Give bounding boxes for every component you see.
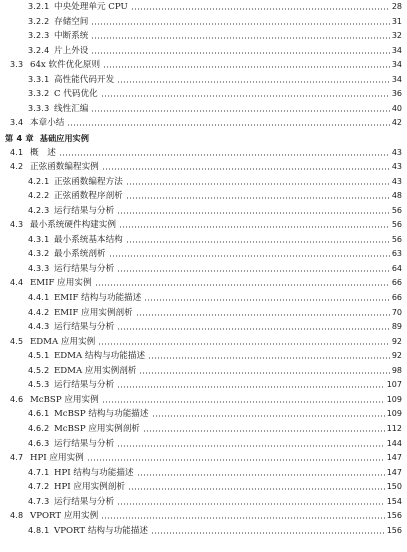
toc-page-number: 56	[391, 234, 402, 244]
toc-page-number: 156	[386, 511, 402, 521]
toc-page-number: 109	[386, 409, 402, 419]
toc-subsection-entry[interactable]	[28, 248, 402, 260]
toc-entry-number: 4.7.1	[28, 467, 50, 477]
toc-leader-dots	[91, 23, 389, 25]
toc-leader-dots	[136, 314, 390, 316]
toc-entry-number: 4.3.1	[28, 234, 50, 244]
toc-leader-dots	[87, 459, 385, 461]
toc-entry-title: 正弦函数程序剖析	[54, 191, 123, 202]
toc-leader-dots	[101, 95, 390, 97]
toc-entry-number: 4.6	[10, 394, 24, 404]
toc-page-number: 56	[391, 220, 402, 230]
toc-page-number: 64	[391, 263, 402, 273]
toc-page-number: 98	[391, 365, 402, 375]
toc-leader-dots	[117, 270, 390, 272]
toc-entry-number: 3.3.3	[28, 103, 50, 113]
toc-section-entry[interactable]	[10, 147, 402, 159]
toc-page-number: 107	[386, 380, 402, 390]
toc-leader-dots	[67, 124, 389, 126]
toc-subsection-entry[interactable]	[28, 16, 402, 28]
toc-entry-title: EMIF 结构与功能描述	[54, 293, 142, 303]
toc-page-number: 43	[391, 176, 402, 186]
toc-leader-dots	[91, 52, 389, 54]
toc-subsection-entry[interactable]	[28, 45, 402, 57]
toc-leader-dots	[148, 357, 390, 359]
toc-entry-title: 运行结果与分析	[54, 496, 115, 507]
toc-page-number: 34	[391, 74, 402, 84]
toc-page-number: 32	[391, 31, 402, 41]
toc-entry-title: 64x 软件优化原则	[30, 60, 101, 71]
toc-entry-title: 正弦函数编程方法	[54, 176, 123, 187]
toc-subsection-entry[interactable]	[28, 525, 402, 537]
toc-entry-title: 线性汇编	[54, 103, 89, 114]
toc-entry-number: 4.7.3	[28, 496, 50, 506]
toc-entry-title: VPORT 应用实例	[30, 511, 99, 522]
toc-leader-dots	[137, 474, 385, 476]
toc-subsection-entry[interactable]	[28, 408, 402, 420]
toc-entry-title: 最小系统硬件构建实例	[30, 220, 116, 231]
toc-subsection-entry[interactable]	[28, 496, 402, 508]
toc-entry-number: 4.5.3	[28, 380, 50, 390]
toc-leader-dots	[152, 415, 385, 417]
toc-entry-number: 4.4	[10, 278, 24, 288]
toc-leader-dots	[126, 241, 390, 243]
toc-subsection-entry[interactable]	[28, 88, 402, 100]
toc-subsection-entry[interactable]	[28, 176, 402, 188]
toc-page-number: 42	[391, 118, 402, 128]
toc-page-number: 144	[386, 438, 402, 448]
toc-entry-title: VPORT 结构与功能描述	[54, 525, 148, 536]
toc-subsection-entry[interactable]	[28, 74, 402, 86]
toc-section-entry[interactable]	[10, 394, 402, 406]
toc-section-entry[interactable]	[10, 161, 402, 173]
toc-leader-dots	[98, 343, 390, 345]
toc-entry-number: 3.4	[10, 118, 24, 128]
toc-entry-number: 4.2.3	[28, 205, 50, 215]
toc-entry-number: 4.2.2	[28, 191, 50, 201]
toc-page-number: 34	[391, 45, 402, 55]
toc-leader-dots	[126, 183, 390, 185]
toc-leader-dots	[95, 284, 390, 286]
toc-entry-title: 高性能代码开发	[54, 74, 115, 85]
toc-section-entry[interactable]	[10, 510, 402, 522]
toc-chapter-heading[interactable]	[5, 132, 402, 144]
toc-section-entry[interactable]	[10, 277, 402, 289]
toc-page-number: 48	[391, 191, 402, 201]
toc-leader-dots	[119, 226, 390, 228]
toc-entry-number: 4.4.3	[28, 322, 50, 332]
toc-entry-title: 存储空间	[54, 16, 89, 27]
toc-subsection-entry[interactable]	[28, 234, 402, 246]
toc-subsection-entry[interactable]	[28, 321, 402, 333]
toc-entry-title: 片上外设	[54, 45, 89, 56]
toc-leader-dots	[117, 328, 390, 330]
toc-page-number: 43	[391, 147, 402, 157]
toc-entry-title: 运行结果与分析	[54, 380, 115, 391]
toc-entry-number: 3.2.3	[28, 31, 50, 41]
toc-subsection-entry[interactable]	[28, 190, 402, 202]
toc-entry-number: 3.2.2	[28, 16, 50, 26]
toc-leader-dots	[126, 197, 390, 199]
toc-page-number: 31	[391, 16, 402, 26]
toc-entry-title: 中央处理单元 CPU	[54, 2, 128, 12]
toc-entry-title: HPI 应用实例	[30, 453, 84, 464]
toc-entry-number: 4.1	[10, 147, 24, 157]
toc-page-number: 89	[391, 322, 402, 332]
toc-entry-number: 第 4 章	[5, 132, 34, 143]
toc-page-number: 156	[386, 525, 402, 535]
toc-leader-dots	[59, 154, 390, 156]
toc-subsection-entry[interactable]	[28, 481, 402, 493]
toc-entry-title: 最小系统剖析	[54, 249, 106, 260]
toc-subsection-entry[interactable]	[28, 263, 402, 275]
toc-subsection-entry[interactable]	[28, 379, 402, 391]
toc-entry-number: 3.2.1	[28, 2, 50, 11]
toc-entry-number: 4.6.3	[28, 438, 50, 448]
toc-entry-number: 3.3.2	[28, 89, 50, 99]
toc-entry-number: 4.3.3	[28, 263, 50, 273]
toc-subsection-entry[interactable]	[28, 467, 402, 479]
toc-subsection-entry[interactable]	[28, 1, 402, 13]
toc-subsection-entry[interactable]	[28, 350, 402, 362]
toc-entry-number: 4.8.1	[28, 525, 50, 535]
toc-entry-title: McBSP 结构与功能描述	[54, 409, 149, 420]
toc-page-number: 56	[391, 205, 402, 215]
toc-section-entry[interactable]	[10, 452, 402, 464]
toc-subsection-entry[interactable]	[28, 205, 402, 217]
toc-entry-number: 4.5.1	[28, 351, 50, 361]
toc-entry-number: 4.4.2	[28, 307, 50, 317]
toc-entry-number: 4.6.2	[28, 423, 50, 433]
toc-leader-dots	[102, 401, 385, 403]
toc-entry-number: 4.5.2	[28, 365, 50, 375]
toc-entry-title: 正弦函数编程实例	[30, 162, 99, 173]
toc-entry-number: 4.2.1	[28, 176, 50, 186]
toc-entry-title: C 代码优化	[54, 89, 98, 100]
toc-entry-title: HPI 应用实例剖析	[54, 482, 125, 493]
toc-entry-title: EDMA 结构与功能描述	[54, 351, 146, 362]
toc-page-number: 28	[391, 2, 402, 11]
toc-page-number: 147	[386, 453, 402, 463]
toc-entry-title: HPI 结构与功能描述	[54, 467, 134, 478]
toc-leader-dots	[117, 386, 385, 388]
toc-leader-dots	[102, 168, 390, 170]
toc-entry-title: 基础应用实例	[39, 132, 89, 143]
toc-entry-number: 4.7	[10, 453, 24, 463]
toc-subsection-entry[interactable]	[28, 103, 402, 115]
toc-entry-number: 4.4.1	[28, 293, 50, 302]
toc-page-number: 40	[391, 103, 402, 113]
toc-leader-dots	[109, 255, 390, 257]
toc-entry-title: 运行结果与分析	[54, 438, 115, 449]
toc-entry-title: 运行结果与分析	[54, 205, 115, 216]
toc-page-number: 147	[386, 467, 402, 477]
toc-page-number: 36	[391, 89, 402, 99]
toc-entry-title: EMIF 应用实例	[30, 278, 92, 289]
toc-leader-dots	[103, 66, 390, 68]
toc-subsection-entry[interactable]	[28, 30, 402, 42]
toc-entry-number: 4.7.2	[28, 482, 50, 492]
toc-subsection-entry[interactable]	[28, 423, 402, 435]
toc-entry-title: 运行结果与分析	[54, 322, 115, 333]
toc-leader-dots	[101, 517, 385, 519]
toc-section-entry[interactable]	[10, 336, 402, 348]
toc-entry-title: EDMA 应用实例	[30, 336, 96, 347]
toc-page-number: 92	[391, 336, 402, 346]
toc-page-number: 109	[386, 394, 402, 404]
toc-page-number: 66	[391, 278, 402, 288]
toc-page-number: 34	[391, 60, 402, 70]
toc-page-number: 154	[386, 496, 402, 506]
toc-subsection-entry[interactable]	[28, 307, 402, 319]
toc-leader-dots	[143, 430, 385, 432]
toc-leader-dots	[131, 8, 390, 10]
toc-leader-dots	[139, 372, 389, 374]
toc-entry-title: 最小系统基本结构	[54, 234, 123, 245]
toc-page-number: 92	[391, 351, 402, 361]
toc-subsection-entry[interactable]	[28, 365, 402, 377]
toc-leader-dots	[91, 37, 389, 39]
toc-page-number: 63	[391, 249, 402, 259]
toc-leader-dots	[144, 299, 389, 301]
toc-entry-number: 4.2	[10, 162, 24, 172]
toc-entry-title: 本章小结	[30, 118, 65, 129]
toc-page-number: 43	[391, 162, 402, 172]
toc-page-number: 66	[391, 293, 402, 302]
toc-section-entry[interactable]	[10, 219, 402, 231]
toc-entry-number: 4.3.2	[28, 249, 50, 259]
toc-entry-number: 3.3.1	[28, 74, 50, 84]
toc-entry-number: 3.2.4	[28, 45, 50, 55]
toc-entry-number: 3.3	[10, 60, 24, 70]
toc-page-number: 112	[386, 423, 402, 433]
toc-entry-title: EDMA 应用实例剖析	[54, 365, 137, 376]
toc-entry-title: 中断系统	[54, 31, 89, 42]
toc-entry-number: 4.5	[10, 336, 24, 346]
toc-entry-title: 运行结果与分析	[54, 263, 115, 274]
toc-page-number: 150	[386, 482, 402, 492]
toc-section-entry[interactable]	[10, 117, 402, 129]
toc-leader-dots	[128, 488, 385, 490]
toc-entry-number: 4.3	[10, 220, 24, 230]
toc-leader-dots	[117, 503, 385, 505]
toc-leader-dots	[151, 532, 385, 534]
toc-entry-title: 概 述	[30, 147, 56, 158]
toc-entry-title: McBSP 应用实例	[30, 394, 99, 405]
toc-leader-dots	[117, 445, 385, 447]
toc-section-entry[interactable]	[10, 59, 402, 71]
toc-entry-number: 4.6.1	[28, 409, 50, 419]
toc-subsection-entry[interactable]	[28, 438, 402, 450]
toc-entry-title: McBSP 应用实例剖析	[54, 423, 140, 434]
toc-leader-dots	[117, 81, 390, 83]
toc-page-number: 70	[391, 307, 402, 317]
toc-leader-dots	[117, 212, 390, 214]
toc-subsection-entry[interactable]	[28, 292, 402, 304]
toc-entry-number: 4.8	[10, 511, 24, 521]
toc-entry-title: EMIF 应用实例剖析	[54, 307, 133, 318]
toc-leader-dots	[91, 110, 389, 112]
